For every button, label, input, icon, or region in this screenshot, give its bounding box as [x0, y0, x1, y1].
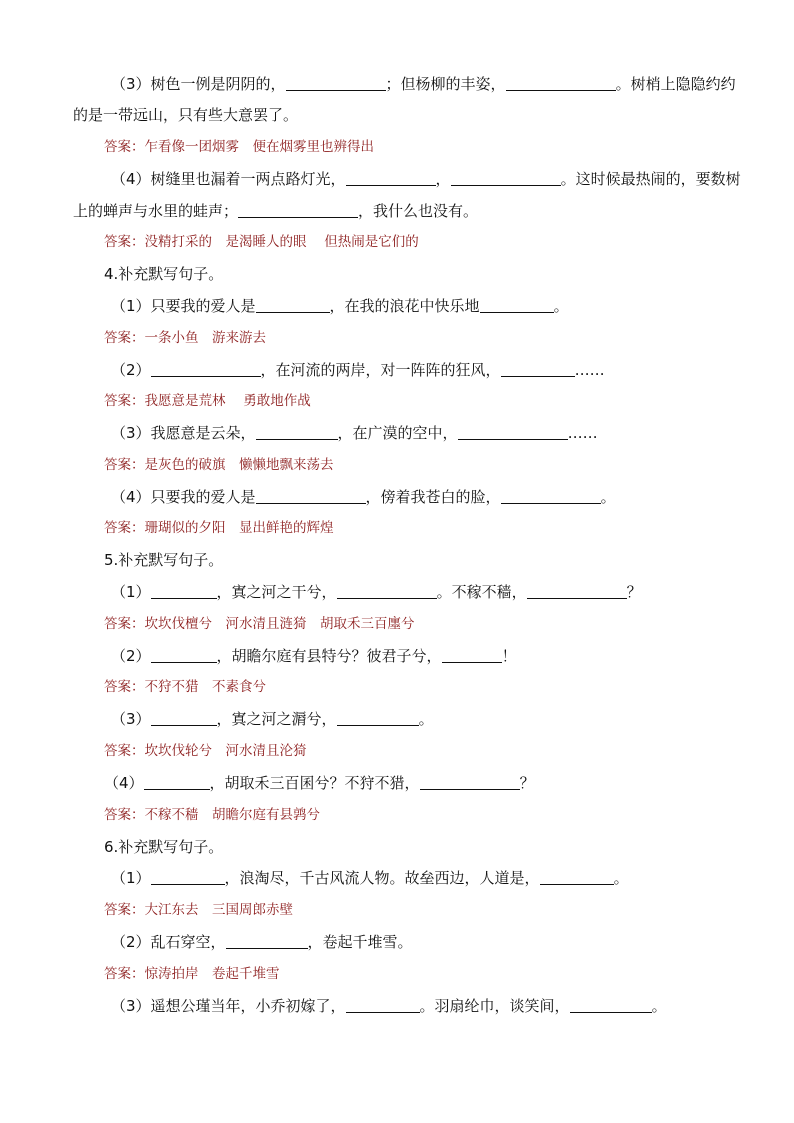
answer-line: 答案：坎坎伐轮兮 河水清且沦猗: [104, 743, 307, 759]
answer-line: 答案：没精打采的 是渴睡人的眼 但热闹是它们的: [104, 234, 419, 250]
q-line: （1） ，寘之河之干兮， 。不稼不穑， ？: [111, 583, 642, 601]
q-line: （3）树色一例是阴阴的， ；但杨柳的丰姿， 。树梢上隐隐约约: [111, 75, 736, 93]
answer-line: 答案：惊涛拍岸 卷起千堆雪: [104, 966, 280, 982]
blank: [286, 75, 386, 91]
blank: [570, 997, 652, 1013]
blank: [151, 647, 217, 663]
q-line: （1） ，浪淘尽，千古风流人物。故垒西边，人道是， 。: [111, 869, 629, 887]
blank: [337, 710, 419, 726]
answer-line: 答案：不狩不猎 不素食兮: [104, 679, 266, 695]
blank: [442, 647, 502, 663]
blank: [337, 583, 437, 599]
q-line: 的是一带远山，只有些大意罢了。: [73, 106, 299, 124]
q-line: （3）遥想公瑾当年，小乔初嫁了， 。羽扇纶巾，谈笑间， 。: [111, 997, 667, 1015]
blank: [256, 488, 366, 504]
answer-line: 答案：是灰色的破旗 懒懒地飘来荡去: [104, 457, 334, 473]
blank: [346, 170, 436, 186]
answer-line: 答案：一条小鱼 游来游去: [104, 330, 266, 346]
blank: [501, 361, 575, 377]
blank: [151, 361, 261, 377]
blank: [151, 583, 217, 599]
blank: [346, 997, 420, 1013]
section-heading: 5.补充默写句子。: [104, 551, 224, 569]
q-line: 上的蝉声与水里的蛙声； ，我什么也没有。: [73, 202, 479, 220]
answer-line: 答案：大江东去 三国周郎赤壁: [104, 902, 293, 918]
answer-line: 答案：我愿意是荒林 勇敢地作战: [104, 393, 311, 409]
blank: [256, 424, 338, 440]
blank: [151, 869, 225, 885]
blank: [458, 424, 568, 440]
q-line: （2） ，胡瞻尔庭有县特兮？彼君子兮， ！: [111, 647, 517, 665]
q-line: （2） ，在河流的两岸，对一阵阵的狂风， ……: [111, 361, 605, 379]
blank: [527, 583, 627, 599]
blank: [256, 297, 330, 313]
q-line: （4）树缝里也漏着一两点路灯光， ， 。这时候最热闹的，要数树: [111, 170, 741, 188]
blank: [501, 488, 601, 504]
blank: [420, 774, 520, 790]
blank: [226, 933, 308, 949]
blank: [151, 710, 217, 726]
answer-line: 答案：不稼不穑 胡瞻尔庭有县鹑兮: [104, 807, 320, 823]
q-line: （3） ，寘之河之漘兮， 。: [111, 710, 434, 728]
q-line: （1）只要我的爱人是 ，在我的浪花中快乐地 。: [111, 297, 569, 315]
answer-line: 答案：珊瑚似的夕阳 显出鲜艳的辉煌: [104, 520, 334, 536]
blank: [506, 75, 616, 91]
q-line: （2）乱石穿空， ，卷起千堆雪。: [111, 933, 413, 951]
blank: [238, 202, 358, 218]
q-line: （3）我愿意是云朵， ，在广漠的空中， ……: [111, 424, 598, 442]
blank: [480, 297, 554, 313]
answer-line: 答案：坎坎伐檀兮 河水清且涟猗 胡取禾三百廛兮: [104, 616, 415, 632]
blank: [451, 170, 561, 186]
blank: [540, 869, 614, 885]
blank: [144, 774, 210, 790]
q-line: （4） ，胡取禾三百囷兮？不狩不猎， ？: [104, 774, 535, 792]
answer-line: 答案：乍看像一团烟雾 便在烟雾里也辨得出: [104, 139, 374, 155]
section-heading: 4.补充默写句子。: [104, 265, 224, 283]
q-line: （4）只要我的爱人是 ，傍着我苍白的脸， 。: [111, 488, 616, 506]
section-heading: 6.补充默写句子。: [104, 838, 224, 856]
